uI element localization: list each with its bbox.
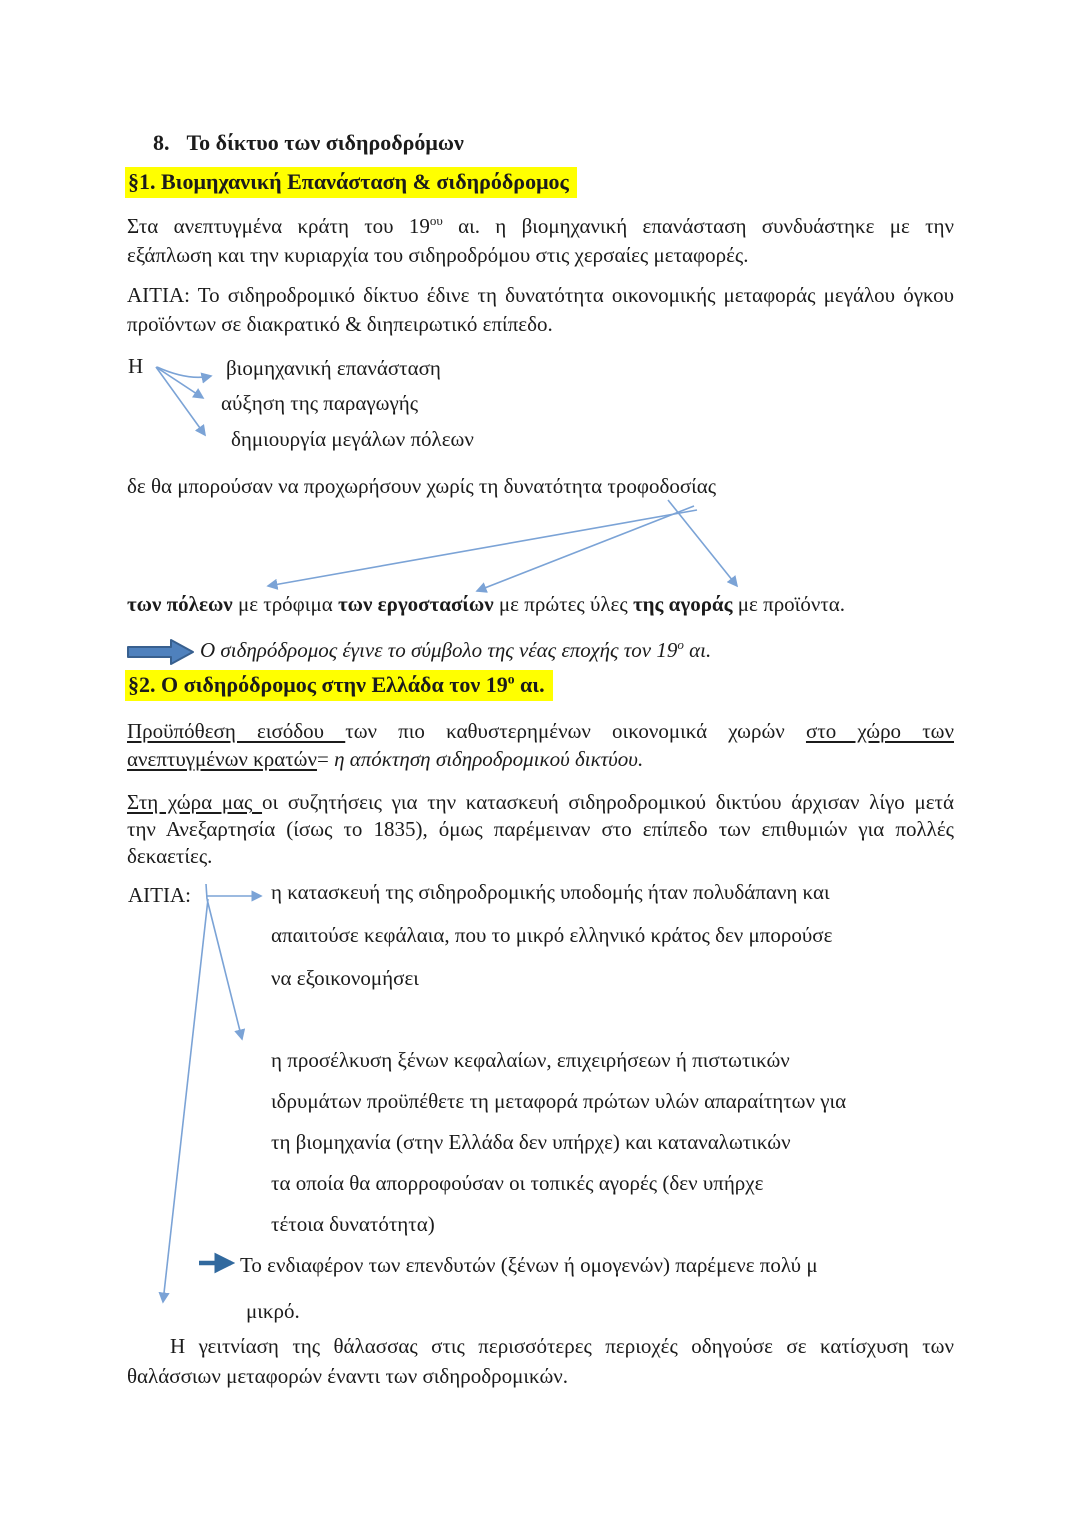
title-number: 8.	[153, 130, 170, 155]
block-arrow-icon	[128, 640, 193, 664]
cause-2: η προσέλκυση ξένων κεφαλαίων, επιχειρήσεων ή πιστωτικών ιδρυμάτων προϋπέθετε τη μεταφορά πρώτων υλών απαραίτητων για τη βιομηχανία (στην Ελλάδα δεν υπήρχε) και καταναλωτικών τα οποία θα απορροφούσαν οι τοπικές αγορές (δεν υπήρχε τέτοια δυνατότητα)	[271, 1048, 847, 1236]
arrow-h-to-item3	[156, 367, 205, 435]
section2-heading: §2. Ο σιδηρόδρομος στην Ελλάδα τον $19^o$ αι.	[125, 670, 553, 701]
paragraph-aitia1: ΑΙΤΙΑ: Το σιδηροδρομικό δίκτυο έδινε τη δυνατότητα οικονομικής μεταφοράς μεγάλου όγκου προϊόντων σε διακρατικό & διηπειρωτικό επίπεδο.	[127, 283, 954, 336]
paragraph-sea-transport: Η γειτνίαση της θάλασσας στις περισσότερες περιοχές οδηγούσε σε κατίσχυση των θαλάσσιων μεταφορών έναντι των σιδηροδρομικών.	[127, 1334, 954, 1388]
paragraph-greece: Στη χώρα μας οι συζητήσεις για την κατασκευή σιδηροδρομικού δικτύου άρχισαν λίγο μετά την Ανεξαρτησία (ίσως το 1835), όμως παρέμειναν στο επίπεδο των επιθυμιών για πολλές δεκαετίες.	[127, 790, 954, 868]
section1-conclusion: Ο σιδηρόδρομος έγινε το σύμβολο της νέας εποχής τον $19^o$ αι.	[200, 637, 712, 662]
arrow-aitia-long-down	[163, 899, 208, 1302]
aitia-origin-stub	[206, 884, 207, 899]
h-diagram-item-3: δημιουργία μεγάλων πόλεων	[231, 427, 474, 451]
h-diagram-item-1: βιομηχανική επανάσταση	[226, 356, 441, 380]
paragraph-supply: δε θα μπορούσαν να προχωρήσουν χωρίς τη δυνατότητα τροφοδοσίας	[127, 474, 717, 498]
cause-1: η κατασκευή της σιδηροδρομικής υποδομής ήταν πολυδάπανη και απαιτούσε κεφάλαια, που το μικρό ελληνικό κράτος δεν μπορούσε να εξοικονομήσει	[271, 880, 833, 990]
aitia-label: ΑΙΤΙΑ:	[128, 883, 191, 907]
paragraph-intro: Στα ανεπτυγμένα κράτη του $19^{o\upsilon}$ αι. η βιομηχανική επανάσταση συνδυάστηκε με την εξάπλωση και την κυριαρχία του σιδηροδρόμου στις χερσαίες μεταφορές.	[127, 213, 954, 267]
paragraph-precondition: Προϋπόθεση εισόδου των πιο καθυστερημένων οικονομικά χωρών στο χώρο των ανεπτυγμένων κρατών= η απόκτηση σιδηροδρομικού δικτύου.	[127, 719, 954, 771]
conclusion-line-2: μικρό.	[246, 1299, 300, 1323]
section1-heading: §1. Βιομηχανική Επανάσταση & σιδηρόδρομος	[125, 167, 577, 198]
aitia-fan-arrows	[163, 884, 261, 1302]
supply-fan-arrows	[268, 500, 737, 591]
h-fan-arrows	[156, 367, 211, 435]
title-text: Το δίκτυο των σιδηροδρόμων	[186, 130, 464, 155]
h-diagram-item-2: αύξηση της παραγωγής	[221, 391, 419, 415]
conclusion-line-1: Το ενδιαφέρον των επενδυτών (ξένων ή ομογενών) παρέμενε πολύ μ	[240, 1253, 818, 1277]
arrow-to-cities	[268, 510, 697, 586]
arrow-h-to-item1	[157, 367, 211, 377]
page-title	[153, 131, 464, 155]
arrow-h-to-item2	[156, 367, 203, 398]
arrow-to-factories	[477, 506, 694, 591]
h-diagram-label: Η	[128, 354, 144, 378]
line-targets: των πόλεων με τρόφιμα των εργοστασίων με πρώτες ύλες της αγοράς με προϊόντα.	[127, 592, 846, 616]
arrow-aitia-to-cause2	[207, 899, 242, 1039]
arrow-to-market	[668, 500, 737, 586]
